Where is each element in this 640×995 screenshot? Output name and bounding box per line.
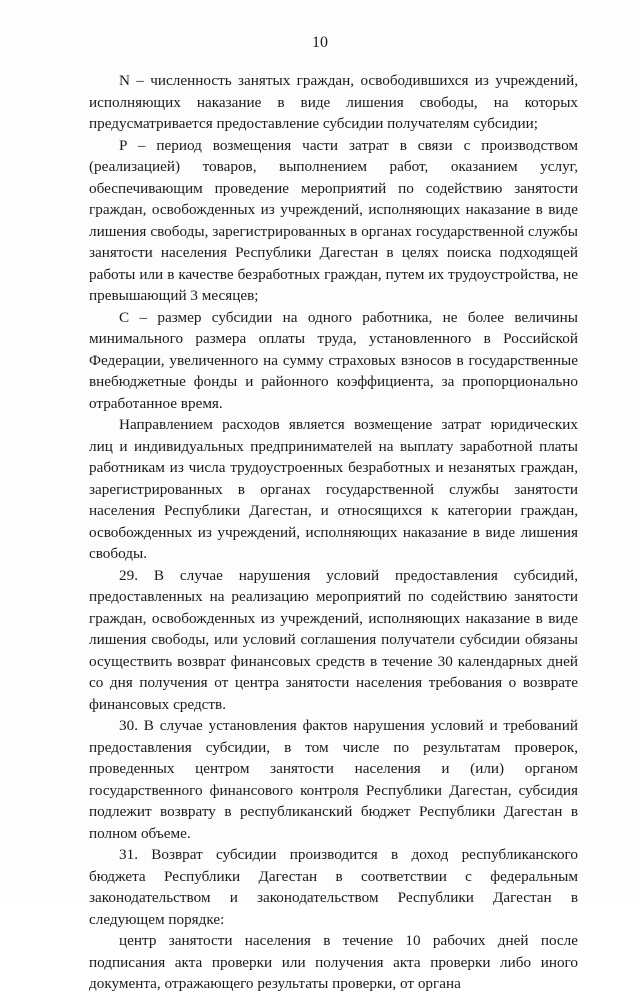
paragraph-employment-center: центр занятости населения в течение 10 рабочих дней после подписания акта проверки или получения акта проверки либо иного документа, отражающего результаты проверки, от органа bbox=[89, 932, 578, 992]
paragraph-c-definition: C – размер субсидии на одного работника, не более величины минимального размера оплаты труда, установленного в Российской Федерации, увеличенного на сумму страховых взносов в государственные внебюджетные фонды и районного коэффициента, за пропорционально отработанное время. bbox=[89, 308, 578, 412]
page-number: 10 bbox=[312, 34, 328, 51]
paragraph-expense-direction: Направлением расходов является возмещение затрат юридических лиц и индивидуальных предпринимателей на выплату заработной платы работникам из числа трудоустроенных безработных и незанятых граждан, зарегистрированных в органах государственной службы занятости населения Республики Дагестан, и относящихся к категории граждан, освобожденных из учреждений, исполняющих наказание в виде лишения свободы. bbox=[89, 416, 578, 562]
paragraph-p-definition: P – период возмещения части затрат в связи с производством (реализацией) товаров, выполнением работ, оказанием услуг, обеспечивающим проведение мероприятий по содействию занятости граждан, освобожденных из учреждений, исполняющих наказание в виде лишения свободы, зарегистрированных в органах государственной службы занятости населения Республики Дагестан в целях поиска подходящей работы или в качестве безработных граждан, путем их трудоустройства, не превышающий 3 месяцев; bbox=[89, 136, 578, 304]
paragraph-n-definition: N – численность занятых граждан, освободившихся из учреждений, исполняющих наказание в виде лишения свободы, на которых предусматривается предоставление субсидии получателям субсидии; bbox=[89, 72, 578, 132]
paragraph-item-31: 31. Возврат субсидии производится в доход республиканского бюджета Республики Дагестан в соответствии с федеральным законодательством и законодательством Республики Дагестан в следующем порядке: bbox=[89, 846, 578, 928]
paragraph-item-30: 30. В случае установления фактов нарушения условий и требований предоставления субсидии, в том числе по результатам проверок, проведенных центром занятости населения и (или) органом государственного финансового контроля Республики Дагестан, субсидия подлежит возврату в республиканский бюджет Республики Дагестан в полном объеме. bbox=[89, 717, 578, 842]
paragraph-item-29: 29. В случае нарушения условий предоставления субсидий, предоставленных на реализацию мероприятий по содействию занятости граждан, освобожденных из учреждений, исполняющих наказание в виде лишения свободы, или условий соглашения получатели субсидии обязаны осуществить возврат финансовых средств в течение 30 календарных дней со дня получения от центра занятости населения требования о возврате финансовых средств. bbox=[89, 566, 578, 713]
document-body bbox=[89, 70, 578, 995]
